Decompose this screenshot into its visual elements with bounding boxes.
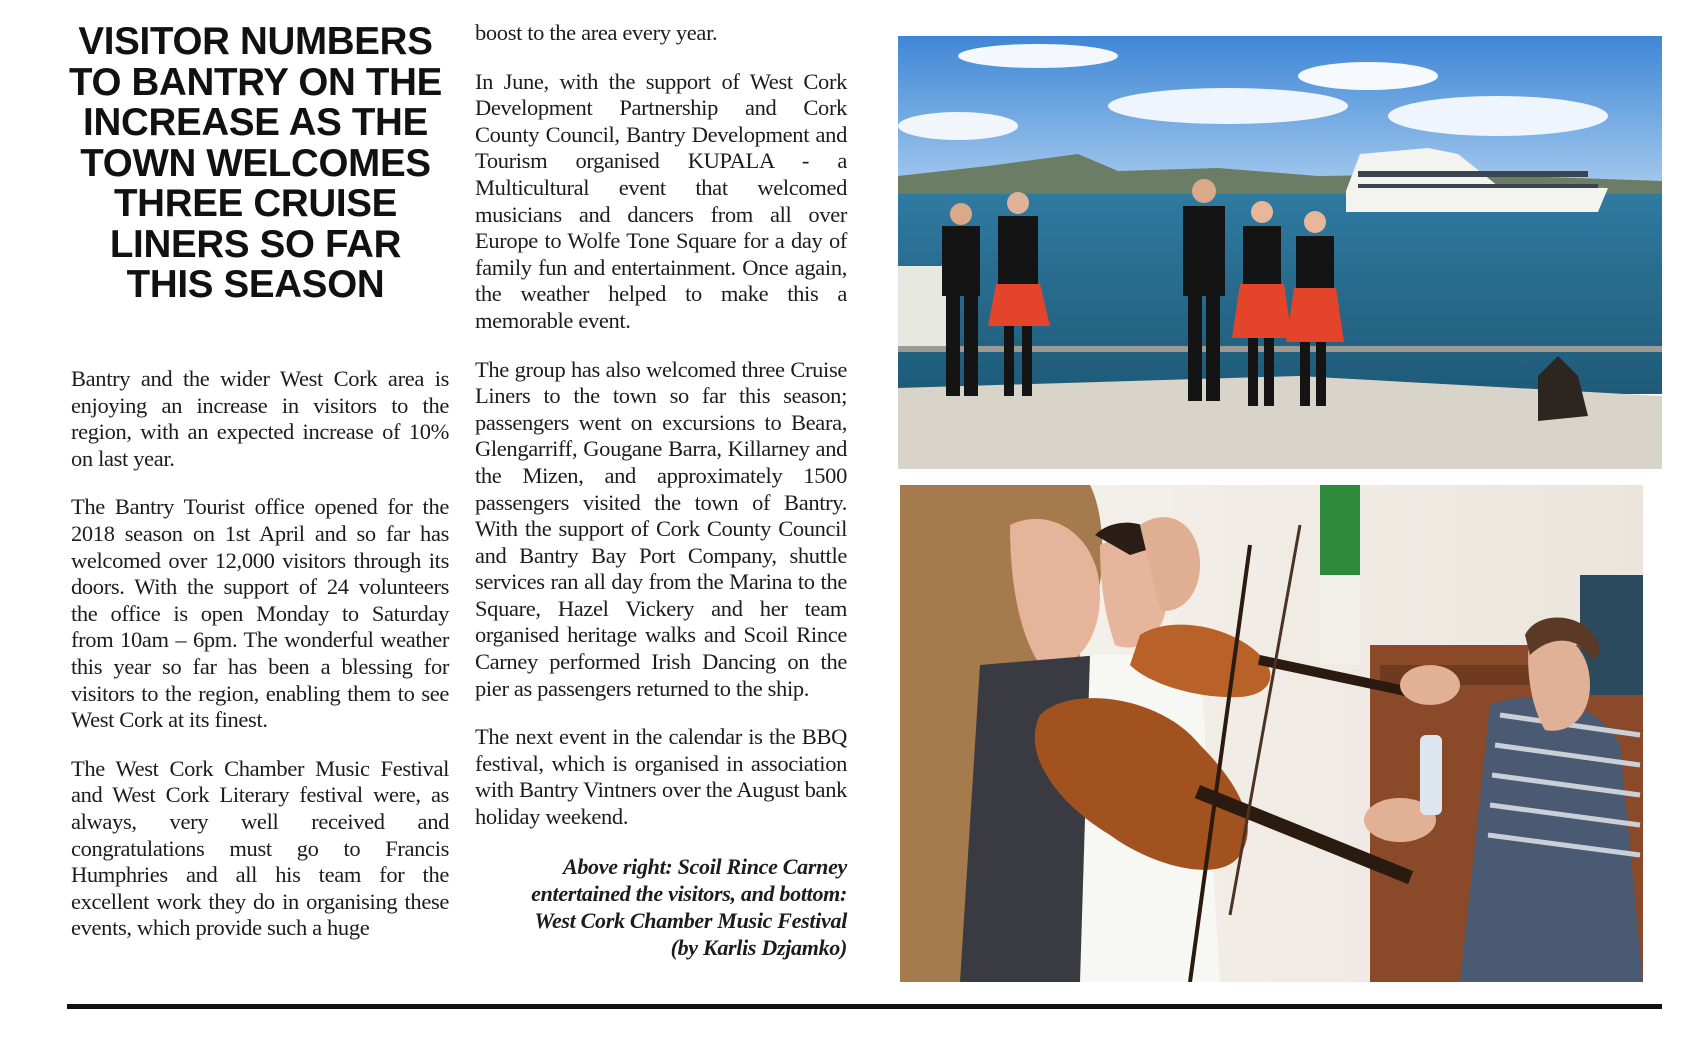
- caption-line: Above right: Scoil Rince Carney: [562, 853, 847, 879]
- caption-line: (by Karlis Dzjamko): [670, 934, 847, 960]
- body-paragraph: In June, with the support of West Cork Development Partnership and Cork County Council, Bantry Development and Tourism organised KUPALA - a Multicultural event that welcomed musicians and dancers from all over Europe to Wolfe Tone Square for a day of family fun and entertainment. Once again, the weather helped to make this a memorable event.: [475, 68, 847, 333]
- body-paragraph: The next event in the calendar is the BBQ festival, which is organised in association with Bantry Vintners over the August bank holiday weekend.: [475, 724, 847, 830]
- photo-caption: [475, 853, 847, 961]
- article-column-2: [475, 20, 847, 961]
- caption-line: West Cork Chamber Music Festival: [534, 907, 847, 933]
- bottom-rule: [67, 1004, 1662, 1009]
- body-paragraph: The group has also welcomed three Cruise Liners to the town so far this season; passengers went on excursions to Beara, Glengarriff, Gougane Barra, Killarney and the Mizen, and approximately 1500 passengers visited the town of Bantry. With the support of Cork County Council and Bantry Bay Port Company, shuttle services ran all day from the Marina to the Square, Hazel Vickery and her team organised heritage walks and Scoil Rince Carney performed Irish Dancing on the pier as passengers returned to the ship.: [475, 356, 847, 701]
- body-paragraph: The West Cork Chamber Music Festival and West Cork Literary festival were, as always, very well received and congratulations must go to Francis Humphries and all his team for the excellent work they do in organising these events, which provide such a huge: [71, 755, 449, 941]
- caption-line: entertained the visitors, and bottom:: [531, 880, 847, 906]
- photo-dancers-pier-cruise-ship: [898, 36, 1662, 469]
- body-paragraph: Bantry and the wider West Cork area is enjoying an increase in visitors to the region, with an expected increase of 10% on last year.: [71, 366, 449, 471]
- article-column-1: [71, 366, 449, 964]
- photo-violinists-festival: [900, 485, 1643, 982]
- body-paragraph: The Bantry Tourist office opened for the 2018 season on 1st April and so far has welcomed over 12,000 visitors through its doors. With the support of 24 volunteers the office is open Monday to Saturday from 10am – 6pm. The wonderful weather this year so far has been a blessing for visitors to the region, enabling them to see West Cork at its finest.: [71, 494, 449, 733]
- body-paragraph: boost to the area every year.: [475, 20, 718, 45]
- article-headline: VISITOR NUMBERS TO BANTRY ON THE INCREASE AS THE TOWN WELCOMES THREE CRUISE LINERS SO FAR THIS SEASON: [68, 20, 443, 306]
